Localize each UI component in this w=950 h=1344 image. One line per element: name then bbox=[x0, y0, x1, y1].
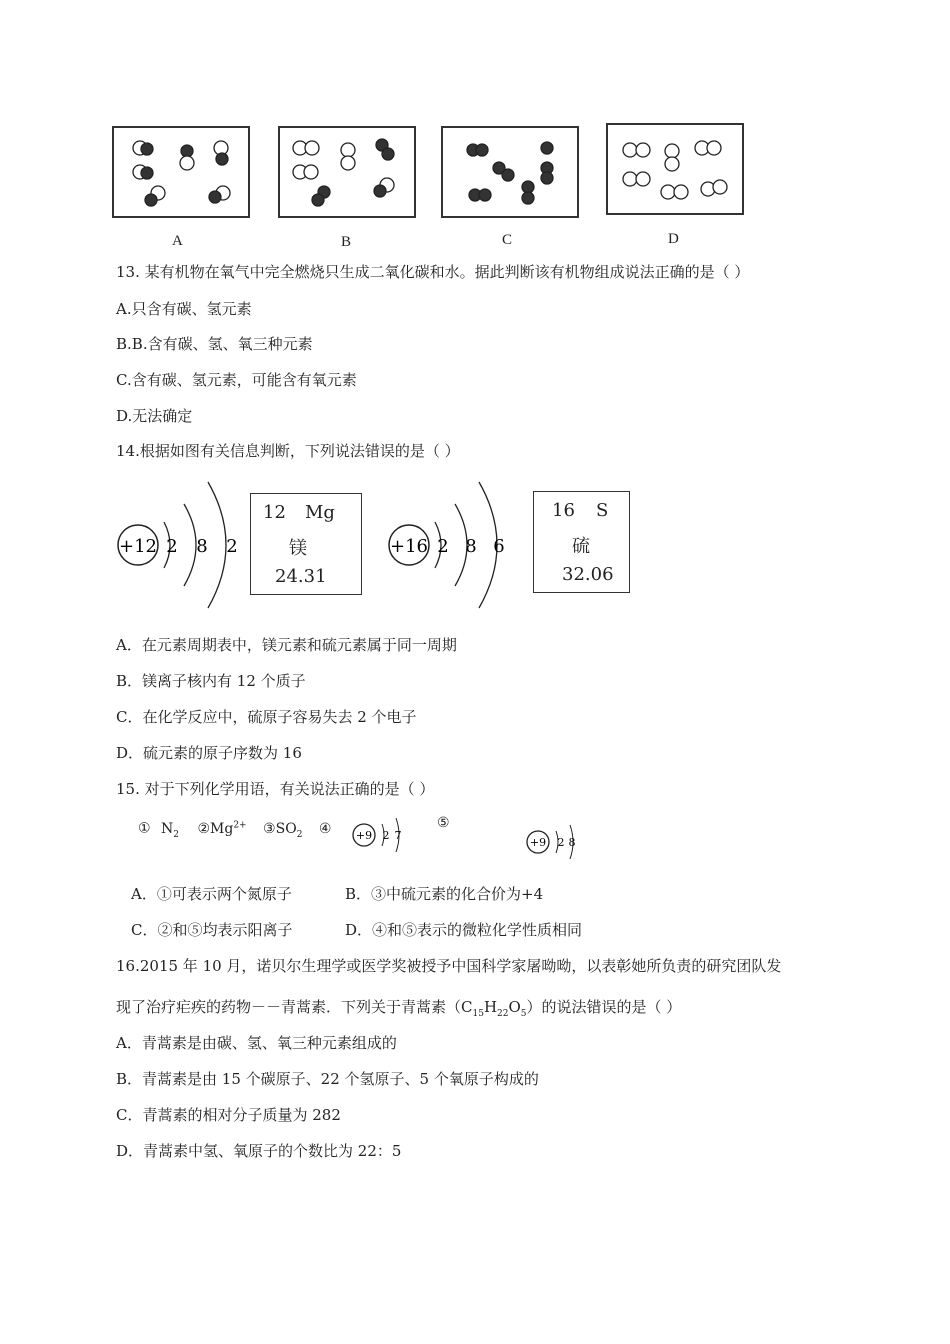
q16-option-c: C．青蒿素的相对分子质量为 282 bbox=[116, 1106, 341, 1124]
sulfur-atom-diagram bbox=[383, 478, 523, 613]
s-name: 硫 bbox=[572, 536, 590, 557]
q15-item-4-mark: ④ bbox=[318, 820, 332, 837]
diagram5-shell-2: 8 bbox=[568, 836, 576, 849]
molecule-model-c bbox=[443, 128, 577, 216]
molecule-model-d bbox=[608, 125, 742, 213]
q15-option-b: B．③中硫元素的化合价为+4 bbox=[345, 885, 544, 903]
q13-option-a: A.只含有碳、氢元素 bbox=[116, 300, 252, 318]
q13-option-c: C.含有碳、氢元素，可能含有氧元素 bbox=[116, 371, 357, 389]
q13-option-d: D.无法确定 bbox=[116, 407, 193, 425]
mg-nucleus: +12 bbox=[119, 536, 157, 557]
q15-option-a: A．①可表示两个氮原子 bbox=[131, 885, 292, 903]
mg-periodic-cell bbox=[250, 493, 362, 595]
mg-symbol: Mg bbox=[305, 502, 335, 523]
q14-option-a: A．在元素周期表中，镁元素和硫元素属于同一周期 bbox=[116, 636, 457, 654]
s-nucleus: +16 bbox=[390, 536, 428, 557]
magnesium-atom-diagram bbox=[112, 478, 247, 613]
q15-option-d: D．④和⑤表示的微粒化学性质相同 bbox=[345, 921, 583, 939]
s-shell-1: 2 bbox=[437, 536, 449, 557]
mg-shell-2: 8 bbox=[196, 536, 208, 557]
q14-option-d: D．硫元素的原子序数为 16 bbox=[116, 744, 302, 762]
mg-atomic-number: 12 bbox=[263, 502, 286, 523]
q15-item-1-mark: ① bbox=[138, 820, 151, 837]
q15-item-1-formula: $N_2$ bbox=[161, 820, 179, 840]
box-label-c: C bbox=[502, 232, 513, 248]
molecule-model-a bbox=[114, 128, 248, 216]
molecule-box-a bbox=[112, 126, 250, 218]
q16-stem-line-1: 16.2015 年 10 月，诺贝尔生理学或医学奖被授予中国科学家屠呦呦，以表彰她所负责的研究团队发 bbox=[116, 957, 782, 975]
q16-option-a: A．青蒿素是由碳、氢、氧三种元素组成的 bbox=[116, 1034, 397, 1052]
s-atomic-number: 16 bbox=[552, 500, 575, 521]
q15-item-2-formula: $Mg^{2+}$ bbox=[210, 820, 247, 837]
q15-item-3-formula: $SO_2$ bbox=[275, 820, 303, 840]
diagram4-shell-1: 2 bbox=[382, 829, 390, 842]
molecule-box-c bbox=[441, 126, 579, 218]
q15-stem: 15. 对于下列化学用语，有关说法正确的是（ ） bbox=[116, 780, 435, 798]
q13-option-b: B.B.含有碳、氢、氧三种元素 bbox=[116, 335, 313, 353]
q15-option-c: C．②和⑤均表示阳离子 bbox=[131, 921, 293, 939]
mg-shell-1: 2 bbox=[166, 536, 178, 557]
q16-stem-line-2: 现了治疗疟疾的药物－－青蒿素．下列关于青蒿素$(C_{15}H_{22}O_5)$的说法错误的是（ ） bbox=[116, 998, 682, 1019]
q15-item-5-mark: ⑤ bbox=[437, 815, 450, 831]
s-symbol: S bbox=[596, 500, 609, 521]
s-mass: 32.06 bbox=[562, 564, 614, 585]
q14-option-b: B．镁离子核内有 12 个质子 bbox=[116, 672, 306, 690]
q15-item-3-mark: ③ bbox=[263, 820, 276, 837]
box-label-b: B bbox=[341, 234, 352, 250]
diagram5-nucleus: +9 bbox=[529, 836, 547, 849]
q15-diagram-4 bbox=[350, 812, 410, 858]
mg-mass: 24.31 bbox=[275, 566, 327, 587]
q16-option-b: B．青蒿素是由 15 个碳原子、22 个氢原子、5 个氧原子构成的 bbox=[116, 1070, 539, 1088]
mg-name: 镁 bbox=[289, 538, 307, 559]
box-label-d: D bbox=[668, 231, 679, 247]
q15-diagram-5 bbox=[524, 822, 584, 868]
diagram5-shell-1: 2 bbox=[557, 836, 565, 849]
s-periodic-cell bbox=[533, 491, 630, 593]
s-shell-3: 6 bbox=[493, 536, 505, 557]
q15-item-2-mark: ② bbox=[197, 820, 211, 837]
q14-option-c: C．在化学反应中，硫原子容易失去 2 个电子 bbox=[116, 708, 417, 726]
s-shell-2: 8 bbox=[465, 536, 477, 557]
molecule-box-d bbox=[606, 123, 744, 215]
q16-option-d: D．青蒿素中氢、氧原子的个数比为 22：5 bbox=[116, 1142, 402, 1160]
molecule-model-b bbox=[280, 128, 414, 216]
q13-stem: 13. 某有机物在氧气中完全燃烧只生成二氧化碳和水。据此判断该有机物组成说法正确的是（ ） bbox=[116, 263, 750, 281]
q14-stem: 14.根据如图有关信息判断，下列说法错误的是（ ） bbox=[116, 442, 460, 460]
q15-items bbox=[138, 815, 331, 844]
molecule-box-b bbox=[278, 126, 416, 218]
diagram4-nucleus: +9 bbox=[355, 829, 373, 842]
box-label-a: A bbox=[172, 233, 183, 249]
diagram4-shell-2: 7 bbox=[394, 829, 402, 842]
mg-shell-3: 2 bbox=[226, 536, 238, 557]
